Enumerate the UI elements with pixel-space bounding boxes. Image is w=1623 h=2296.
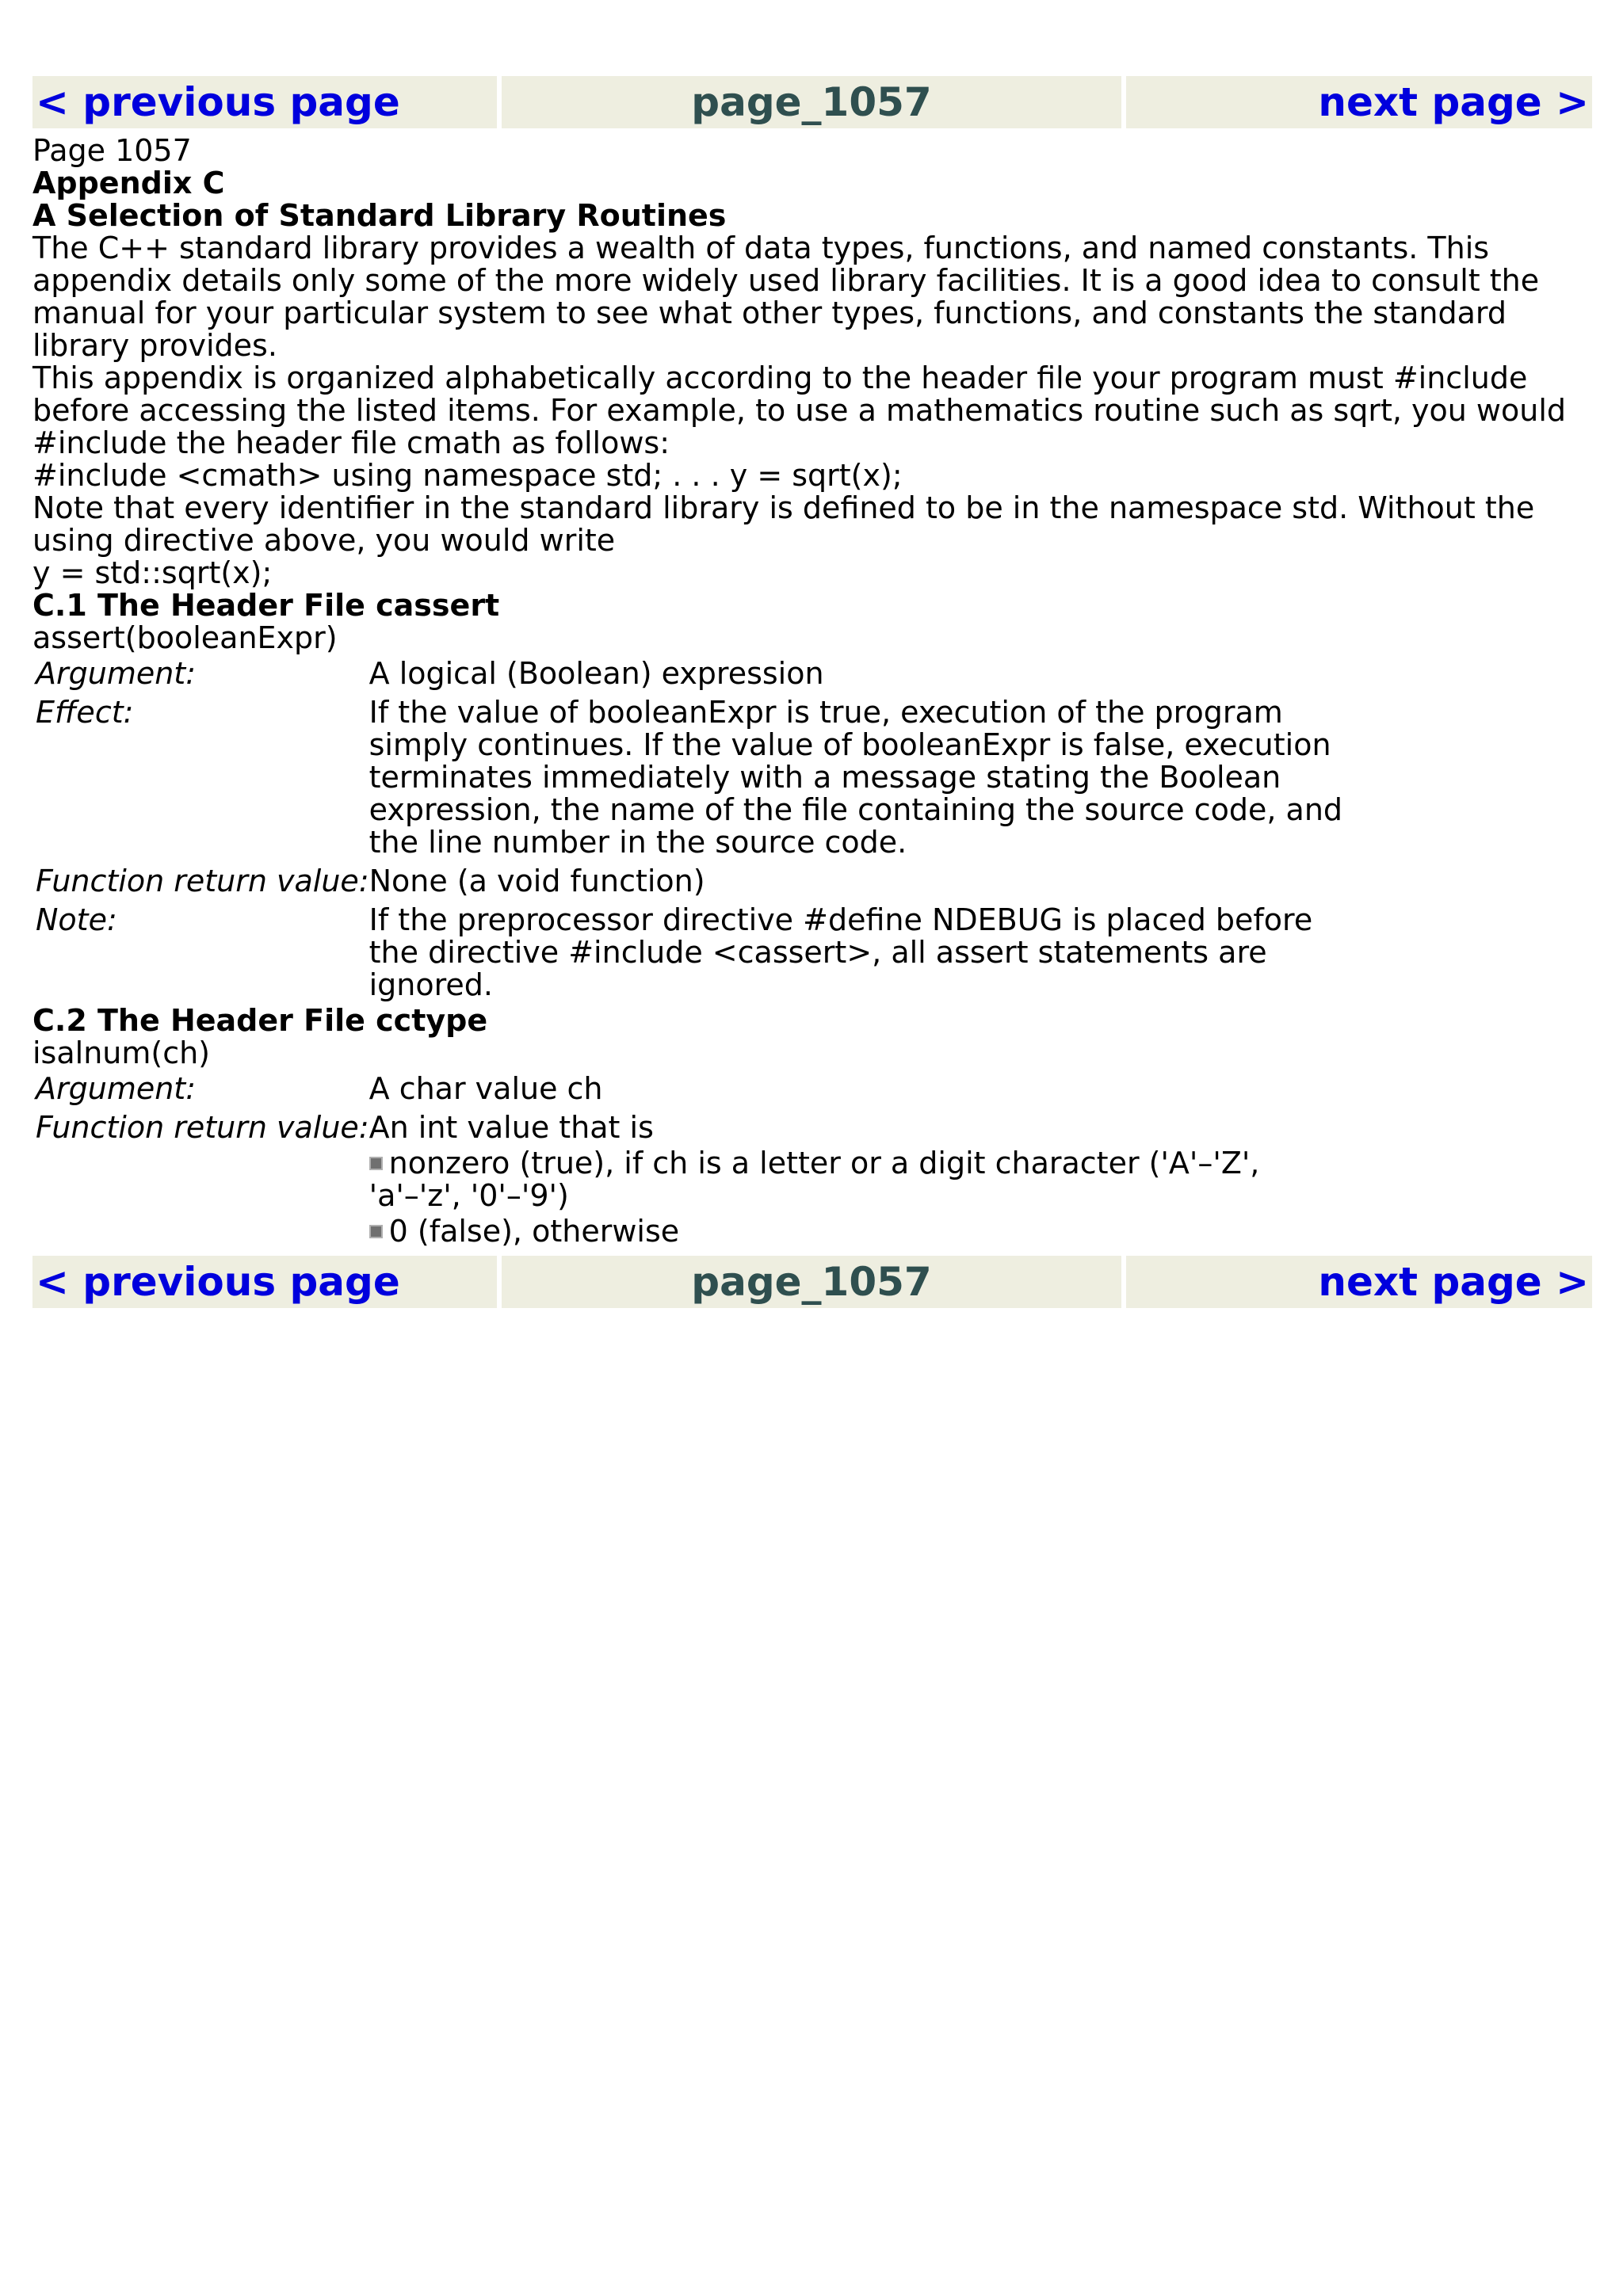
definition-term: Argument: — [36, 1071, 197, 1106]
definition-description: If the preprocessor directive #define NDEBUG is placed before the directive #include <cassert>, all assert statements are ignored. — [369, 902, 1313, 1002]
function-signature-assert: assert(booleanExpr) — [32, 620, 338, 655]
definition-row — [32, 1070, 1360, 1108]
square-bullet-icon — [369, 1157, 383, 1170]
section-heading-cassert: C.1 The Header File cassert — [32, 588, 500, 623]
bullet-text: nonzero (true), if ch is a letter or a digit character ('A'–'Z', 'a'–'z', '0'–'9') — [369, 1146, 1260, 1213]
definition-row — [32, 693, 1360, 862]
definition-term: Note: — [36, 902, 117, 937]
previous-page-link[interactable]: < previous page — [32, 1256, 497, 1308]
definition-term: Effect: — [36, 695, 134, 730]
bullet-item — [369, 1215, 1360, 1248]
next-page-link[interactable]: next page > — [1126, 1256, 1592, 1308]
definition-description: A logical (Boolean) expression — [369, 656, 824, 691]
definition-term: Function return value: — [36, 864, 369, 898]
definition-description — [369, 1108, 1360, 1251]
appendix-label: Appendix C — [32, 166, 225, 200]
definition-table-isalnum — [32, 1070, 1360, 1251]
intro-paragraph-1: The C++ standard library provides a wealth of data types, functions, and named constants. This appendix details only some of the more widely used library facilities. It is a good idea to consult the manual for your particular system to see what other types, functions, and constants the standard library provides. — [32, 231, 1540, 363]
page-indicator: page_1057 — [502, 1256, 1121, 1308]
function-signature-isalnum: isalnum(ch) — [32, 1035, 211, 1070]
definition-row — [32, 901, 1360, 1005]
definition-description: If the value of booleanExpr is true, execution of the program simply continues. If the value of booleanExpr is false, execution terminates immediately with a message stating the Boolean expression, the name of the file containing the source code, and the line number in the source code. — [369, 695, 1343, 860]
previous-page-link[interactable]: < previous page — [32, 76, 497, 128]
section-heading-cctype: C.2 The Header File cctype — [32, 1003, 488, 1038]
intro-paragraph-3: Note that every identifier in the standard library is defined to be in the namespace std. Without the using directive above, you would write — [32, 490, 1535, 558]
definition-description: None (a void function) — [369, 864, 705, 898]
code-example-qualified: y = std::sqrt(x); — [32, 555, 273, 590]
definition-row — [32, 654, 1360, 693]
page-number: Page 1057 — [32, 133, 192, 168]
page-content — [32, 135, 1592, 1251]
page-indicator: page_1057 — [502, 76, 1121, 128]
intro-paragraph-2: This appendix is organized alphabetically according to the header file your program must #include before accessing the listed items. For example, to use a mathematics routine such as sqrt, you would #include the header file cmath as follows: — [32, 360, 1567, 460]
return-value-intro: An int value that is — [369, 1110, 654, 1145]
square-bullet-icon — [369, 1225, 383, 1238]
definition-description: A char value ch — [369, 1071, 603, 1106]
page — [32, 76, 1592, 1308]
bottom-navbar — [32, 1256, 1592, 1308]
definition-term: Function return value: — [36, 1110, 369, 1145]
code-example-include: #include <cmath> using namespace std; . . . y = sqrt(x); — [32, 458, 903, 493]
appendix-title: A Selection of Standard Library Routines — [32, 198, 727, 233]
definition-row — [32, 1108, 1360, 1251]
top-navbar — [32, 76, 1592, 128]
definition-table-assert — [32, 654, 1360, 1005]
definition-term: Argument: — [36, 656, 197, 691]
bullet-item — [369, 1147, 1360, 1212]
next-page-link[interactable]: next page > — [1126, 76, 1592, 128]
bullet-text: 0 (false), otherwise — [388, 1214, 680, 1249]
definition-row — [32, 862, 1360, 901]
